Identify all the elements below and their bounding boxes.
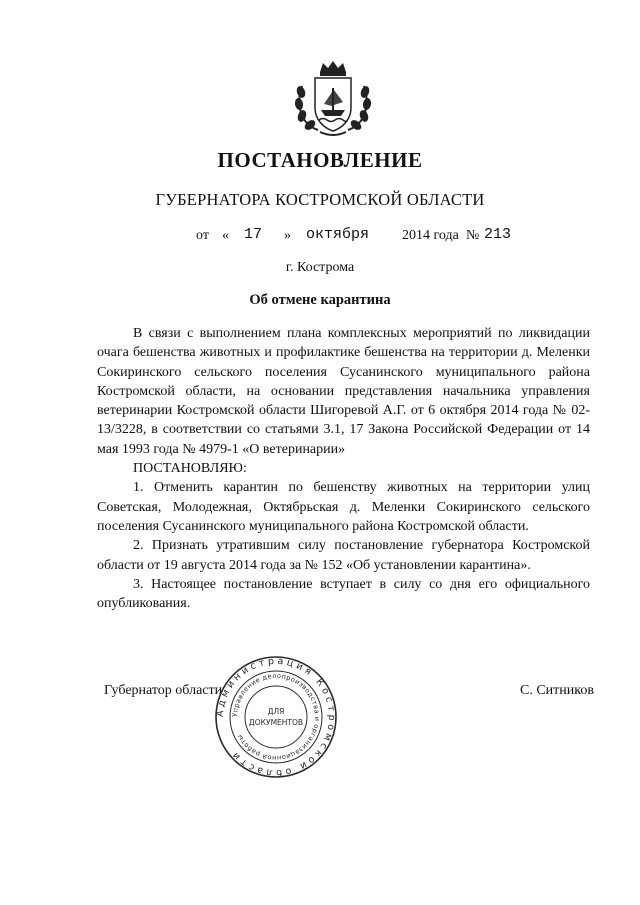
decree-item-3: 3. Настоящее постановление вступает в силу со дня его официального опубликования. — [97, 576, 590, 612]
stamp-center-line2: ДОКУМЕНТОВ — [248, 718, 304, 727]
official-stamp-icon — [214, 655, 338, 779]
decree-item-1: 1. Отменить карантин по бешенству животных на территории улиц Советская, Молодежная, Октябрьская д. Меленки Сокиринского сельского поселения Сусанинского муниципального района Костромской области. — [97, 480, 590, 534]
signatory-position: Губернатор области — [104, 683, 223, 698]
kostroma-coat-of-arms-icon — [290, 58, 376, 138]
date-day: 17 — [244, 226, 263, 243]
date-quote-open: « — [222, 228, 229, 243]
date-quote-close: » — [284, 228, 291, 243]
stamp-center-line1: ДЛЯ — [267, 707, 285, 716]
date-month: октября — [306, 226, 370, 243]
document-subject: Об отмене карантина — [249, 292, 391, 308]
signatory-name: С. Ситников — [520, 683, 594, 698]
decree-item-2: 2. Признать утратившим силу постановление губернатора Костромской области от 19 августа 2014 года за № 152 «Об установлении карантина». — [97, 538, 590, 573]
date-number-line — [0, 228, 640, 252]
number-sign: № — [466, 228, 480, 243]
document-title: ПОСТАНОВЛЕНИЕ — [217, 148, 423, 172]
date-year: 2014 года — [402, 228, 459, 243]
stamp-inner-text: Управление делопроизводства и организационной работы — [230, 671, 322, 763]
decree-word: ПОСТАНОВЛЯЮ: — [133, 461, 247, 477]
issuer-title: ГУБЕРНАТОРА КОСТРОМСКОЙ ОБЛАСТИ — [155, 190, 485, 209]
city: г. Кострома — [285, 260, 355, 275]
document-body — [97, 324, 590, 613]
preamble-paragraph: В связи с выполнением плана комплексных мероприятий по ликвидации очага бешенства животных и профилактике бешенства на территории д. Меленки Сокиринского сельского поселения Сусанинского муниципального района Костромской области, на основании представления начальника управления ветеринарии Костромской области Шигоревой А.Г. от 6 октября 2014 года № 02-13/3228, в соответствии со статьями 3.1, 17 Закона Российской Федерации от 14 мая 1993 года № 4979-1 «О ветеринарии» — [97, 326, 590, 457]
document-number: 213 — [484, 226, 512, 243]
stamp-outer-text: Администрация Костромской области — [214, 655, 338, 779]
date-prefix: от — [196, 228, 209, 243]
